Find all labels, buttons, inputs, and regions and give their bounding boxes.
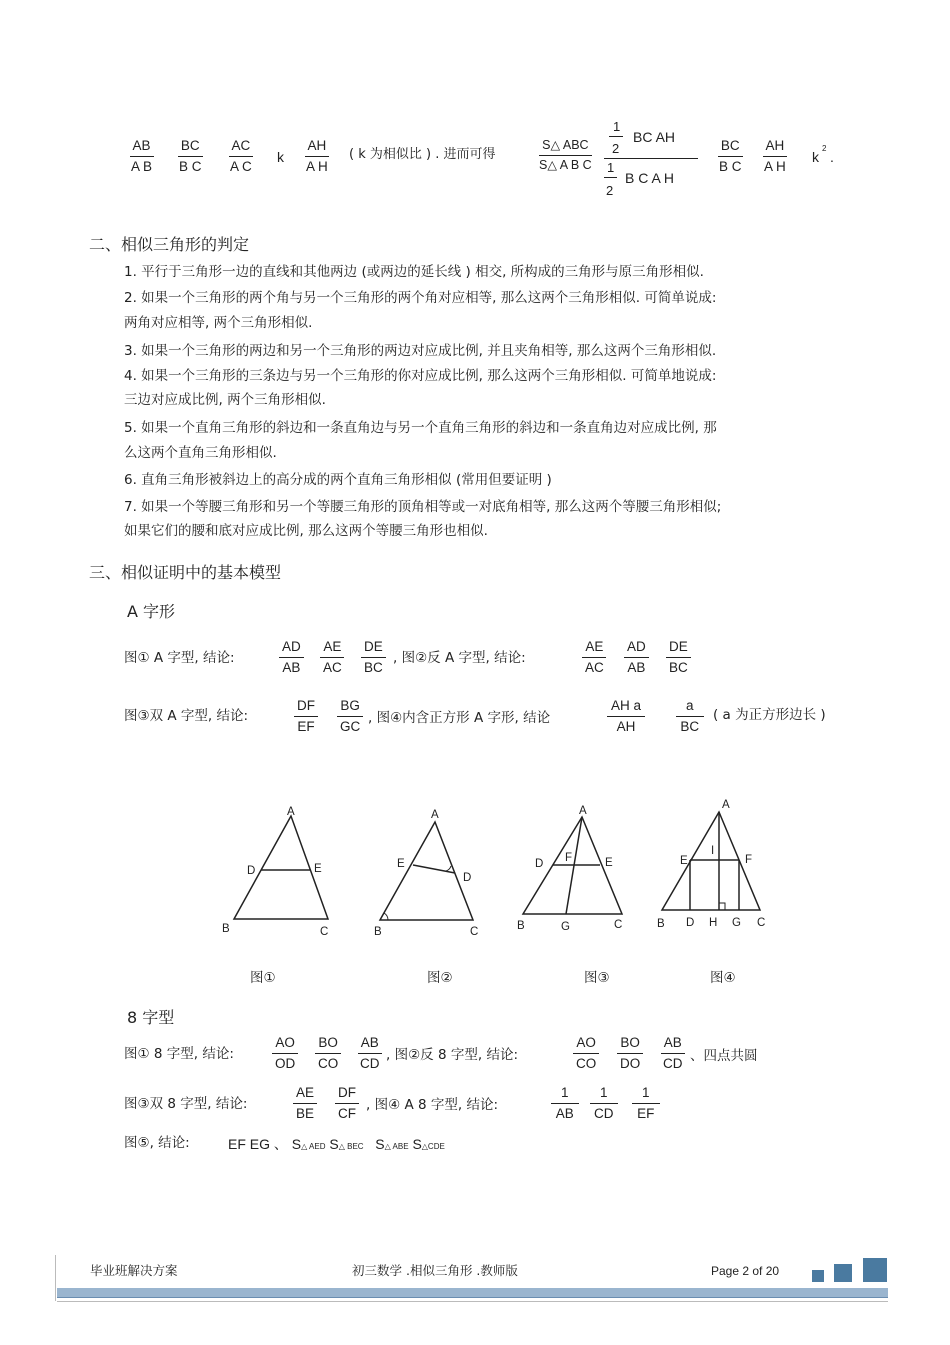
- fraction: $\frac{AH}{\text{A H}}$: [306, 138, 328, 174]
- eight-row2-label-2: , 图④ A 8 字型, 结论:: [366, 1097, 499, 1113]
- fraction: $\frac{BG}{GC}$: [337, 699, 363, 733]
- footer-bar: [57, 1288, 888, 1297]
- fraction: $\frac{AB}{\text{A B}}$: [131, 138, 153, 174]
- fraction: $\frac{DF}{EF}$: [294, 699, 318, 733]
- list-item: 4. 如果一个三角形的三条边与另一个三角形的你对应成比例, 那么这两个三角形相似. 可简单地说成:: [124, 368, 717, 384]
- period: .: [830, 149, 834, 165]
- fraction: $\frac{AE}{AC}$: [320, 640, 345, 674]
- triangle-figures: [0, 790, 950, 950]
- svg-text:H: H: [709, 917, 718, 929]
- k-symbol: k: [277, 149, 284, 165]
- half-num: 1: [613, 119, 621, 134]
- fraction: $\frac{AB}{CD}$: [357, 1036, 383, 1070]
- list-item: 1. 平行于三角形一边的直线和其他两边 (或两边的延长线 ) 相交, 所构成的三角形与原三角形相似.: [124, 264, 704, 280]
- footer-square-medium: [834, 1264, 852, 1282]
- fraction: $\frac{AO}{CO}$: [573, 1036, 599, 1070]
- a-row1-label-2: , 图②反 A 字型, 结论:: [393, 650, 526, 666]
- fraction: $\frac{AH}{\text{A H}}$: [764, 138, 786, 174]
- a-row2-note: ( a 为正方形边长 ): [713, 707, 826, 723]
- fraction: $\frac{AB}{CD}$: [660, 1036, 686, 1070]
- svg-text:E: E: [397, 858, 405, 870]
- fraction: $\frac{BO}{DO}$: [617, 1036, 643, 1070]
- svg-text:D: D: [535, 858, 544, 870]
- a-row2-label-2: , 图④内含正方形 A 字形, 结论: [368, 710, 551, 726]
- square-sup: 2: [822, 144, 827, 153]
- svg-text:G: G: [732, 917, 741, 929]
- svg-text:C: C: [470, 926, 479, 938]
- fraction: $\frac{AE}{AC}$: [582, 640, 607, 674]
- fraction: $\frac{DE}{BC}$: [666, 640, 691, 674]
- svg-text:D: D: [247, 865, 256, 877]
- list-item: 三边对应成比例, 两个三角形相似.: [124, 392, 326, 408]
- svg-text:E: E: [680, 855, 688, 867]
- fraction: $\frac{BC}{\text{B C}}$: [179, 138, 202, 174]
- fraction: $\frac{AO}{OD}$: [272, 1036, 298, 1070]
- footer-left-border: [55, 1255, 56, 1301]
- fraction: $\frac{AD}{AB}$: [279, 640, 304, 674]
- eight-shape-title: 8 字型: [127, 1008, 175, 1027]
- half-bar-2: [604, 177, 617, 178]
- a-shape-title: A 字形: [127, 602, 176, 621]
- fraction: $\frac{DF}{CF}$: [335, 1086, 359, 1120]
- fraction: $\frac{BC}{\text{B C}}$: [719, 138, 742, 174]
- k-note: ( k 为相似比 ) . 进而可得: [349, 147, 496, 162]
- svg-text:D: D: [686, 917, 695, 929]
- fraction: $\frac{BO}{CO}$: [315, 1036, 341, 1070]
- list-item: 两角对应相等, 两个三角形相似.: [124, 315, 313, 331]
- footer-square-large: [863, 1258, 887, 1282]
- svg-text:A: A: [722, 799, 730, 811]
- bc-ah-num: BC AH: [633, 129, 676, 145]
- list-item: 7. 如果一个等腰三角形和另一个等腰三角形的顶角相等或一对底角相等, 那么这两个等腰三角形相似;: [124, 499, 722, 515]
- fraction: $\frac{a}{BC}$: [676, 699, 704, 733]
- footer-center-text: 初三数学 .相似三角形 .教师版: [352, 1263, 518, 1278]
- svg-text:C: C: [320, 926, 329, 938]
- eight-row1-note: 、四点共圆: [690, 1048, 758, 1064]
- svg-text:A: A: [431, 809, 439, 821]
- svg-text:C: C: [757, 917, 766, 929]
- eight-row3-formula: EF EG 、 S△ AED S△ BEC S△ ABE S△CDE: [228, 1136, 445, 1152]
- half-den-2: 2: [606, 183, 614, 198]
- svg-text:B: B: [222, 923, 230, 935]
- svg-text:F: F: [745, 854, 753, 866]
- svg-text:C: C: [614, 919, 623, 931]
- fraction: $\frac{1}{AB}$: [551, 1086, 579, 1120]
- footer-bottom-line: [57, 1301, 888, 1302]
- list-item: 么这两个直角三角形相似.: [124, 445, 277, 461]
- eight-row1-label-2: , 图②反 8 字型, 结论:: [386, 1047, 518, 1063]
- svg-text:I: I: [711, 845, 715, 857]
- fraction: $\frac{\text{AH a}}{AH}$: [607, 699, 645, 733]
- svg-text:E: E: [314, 863, 322, 875]
- svg-text:A: A: [579, 805, 587, 817]
- caption-fig4: 图④: [710, 970, 736, 986]
- caption-fig1: 图①: [250, 970, 276, 986]
- eight-row1-label: 图① 8 字型, 结论:: [124, 1046, 234, 1062]
- list-item: 3. 如果一个三角形的两边和另一个三角形的两边对应成比例, 并且夹角相等, 那么这两个三角形相似.: [124, 343, 717, 359]
- svg-text:B: B: [657, 918, 665, 930]
- a-row1-label: 图① A 字型, 结论:: [124, 650, 235, 666]
- svg-text:B: B: [374, 926, 382, 938]
- area-ratio: S△ ABC S△ A B C: [539, 138, 592, 172]
- half-num-2: 1: [607, 160, 615, 175]
- svg-text:G: G: [561, 921, 570, 933]
- list-item: 5. 如果一个直角三角形的斜边和一条直角边与另一个直角三角形的斜边和一条直角边对应成比例, 那: [124, 420, 717, 436]
- section-3-title: 三、相似证明中的基本模型: [89, 563, 282, 582]
- list-item: 6. 直角三角形被斜边上的高分成的两个直角三角形相似 (常用但要证明 ): [124, 472, 552, 488]
- svg-text:A: A: [287, 806, 295, 818]
- section-2-title: 二、相似三角形的判定: [89, 235, 250, 254]
- list-item: 2. 如果一个三角形的两个角与另一个三角形的两个角对应相等, 那么这两个三角形相似. 可简单说成:: [124, 290, 717, 306]
- a-row2-label: 图③双 A 字型, 结论:: [124, 708, 249, 724]
- page-number: Page 2 of 20: [711, 1264, 780, 1278]
- fraction: $\frac{AC}{\text{A C}}$: [230, 138, 252, 174]
- fraction: $\frac{AD}{AB}$: [624, 640, 649, 674]
- big-fraction-bar: [604, 158, 698, 159]
- fraction: $\frac{1}{CD}$: [590, 1086, 618, 1120]
- bc-ah-den: B C A H: [625, 170, 675, 186]
- eight-row2-label: 图③双 8 字型, 结论:: [124, 1096, 248, 1112]
- svg-text:D: D: [463, 872, 472, 884]
- footer-left-text: 毕业班解决方案: [90, 1263, 178, 1278]
- list-item: 如果它们的腰和底对应成比例, 那么这两个等腰三角形也相似.: [124, 523, 488, 539]
- footer-square-small: [812, 1270, 824, 1282]
- triangle-abc-2: [380, 822, 473, 920]
- caption-fig3: 图③: [584, 970, 610, 986]
- k-symbol: k: [812, 149, 819, 165]
- svg-text:F: F: [565, 852, 573, 864]
- half-bar: [609, 136, 623, 137]
- svg-text:E: E: [605, 857, 613, 869]
- eight-row3-label: 图⑤, 结论:: [124, 1135, 190, 1151]
- half-den: 2: [612, 141, 620, 156]
- caption-fig2: 图②: [427, 970, 453, 986]
- fraction: $\frac{AE}{BE}$: [293, 1086, 317, 1120]
- footer-bar-line: [57, 1297, 888, 1298]
- svg-text:B: B: [517, 920, 525, 932]
- fraction: $\frac{DE}{BC}$: [361, 640, 386, 674]
- fraction: $\frac{1}{EF}$: [632, 1086, 660, 1120]
